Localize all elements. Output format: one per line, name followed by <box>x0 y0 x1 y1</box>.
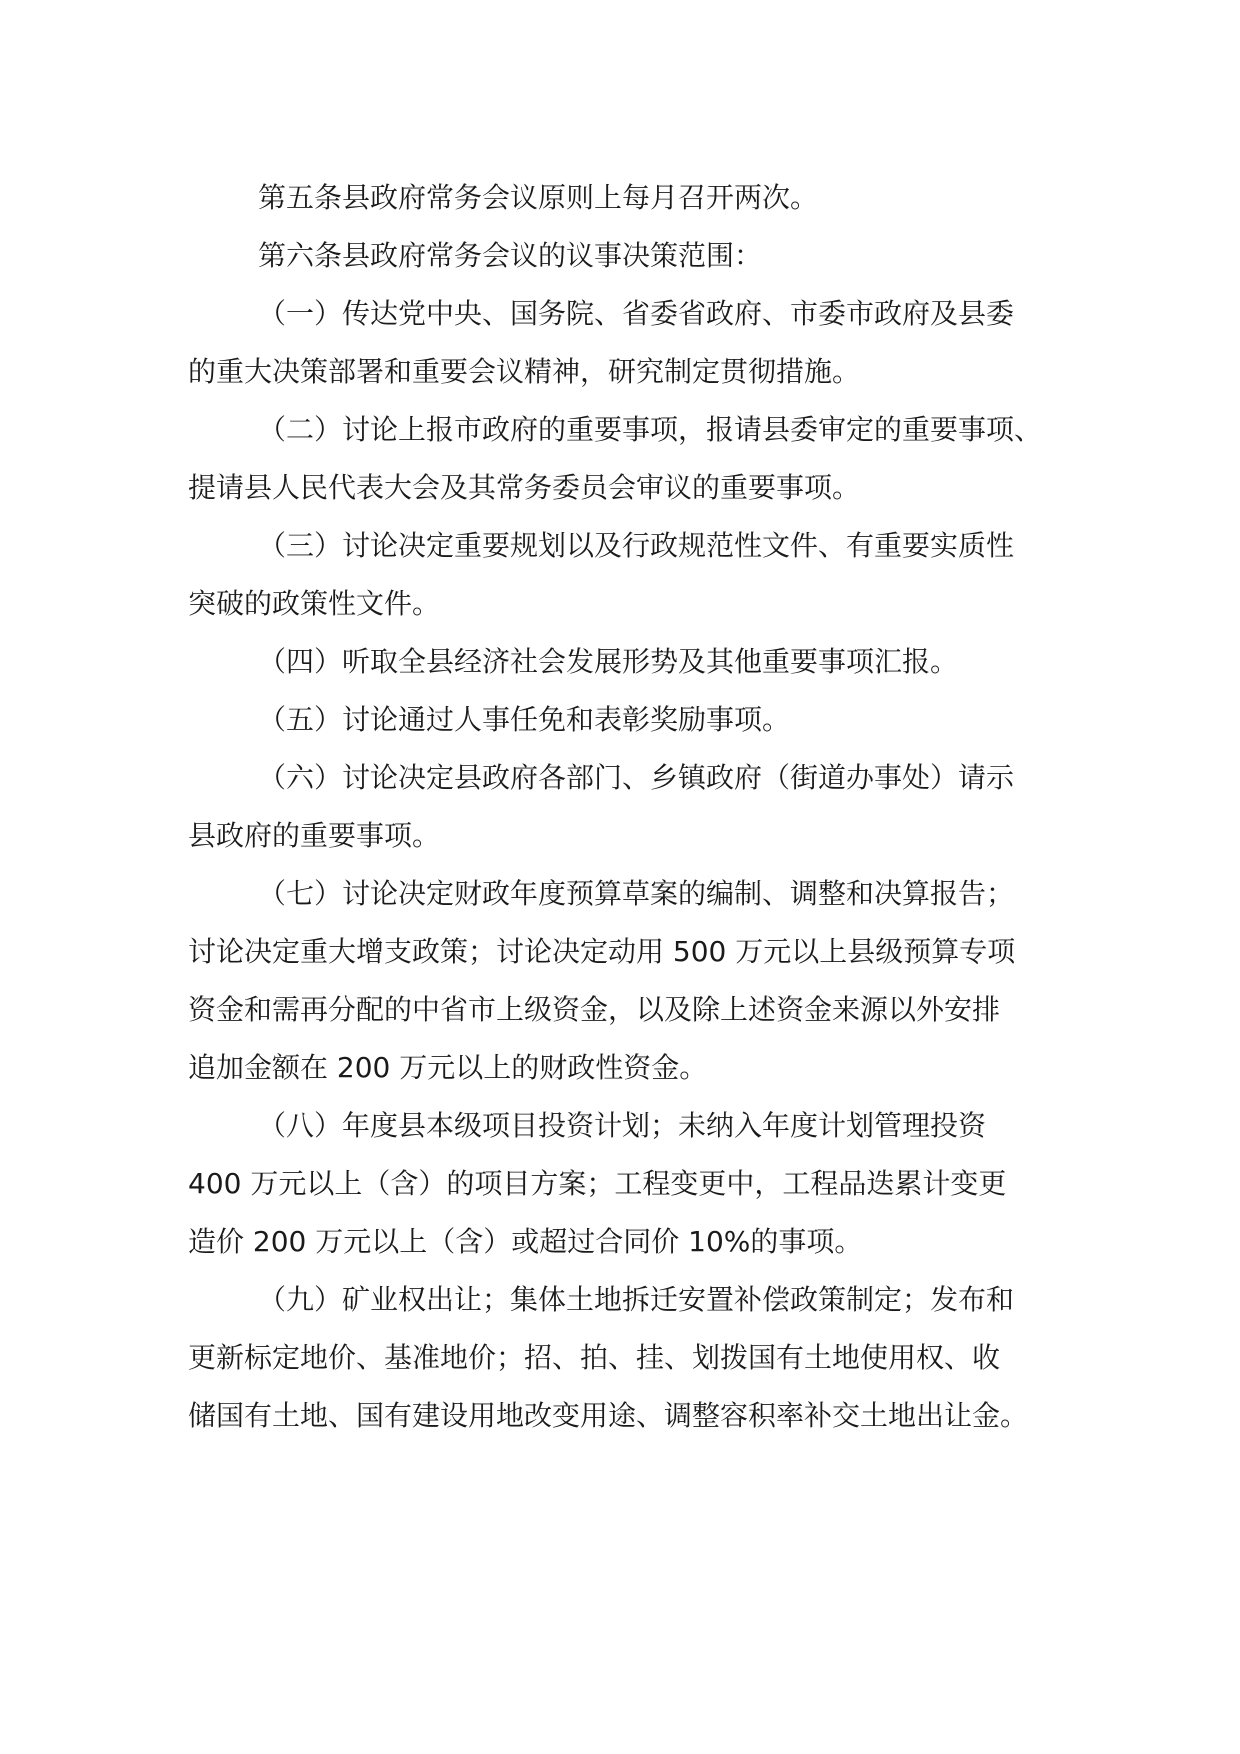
item-8-line-3: 造价 200 万元以上（含）或超过合同价 10%的事项。 <box>188 1225 863 1258</box>
item-1-line-2: 的重大决策部署和重要会议精神，研究制定贯彻措施。 <box>188 355 861 388</box>
item-8-line-1: （八）年度县本级项目投资计划；未纳入年度计划管理投资 <box>258 1109 987 1142</box>
item-8-line-2: 400 万元以上（含）的项目方案；工程变更中，工程品迭累计变更 <box>188 1167 1007 1200</box>
item-7-line-1: （七）讨论决定财政年度预算草案的编制、调整和决算报告； <box>258 877 1015 910</box>
item-6-line-1: （六）讨论决定县政府各部门、乡镇政府（街道办事处）请示 <box>258 761 1015 794</box>
item-2-line-1: （二）讨论上报市政府的重要事项，报请县委审定的重要事项、 <box>258 413 1043 446</box>
item-4-line: （四）听取全县经济社会发展形势及其他重要事项汇报。 <box>258 645 959 678</box>
item-7-line-3: 资金和需再分配的中省市上级资金，以及除上述资金来源以外安排 <box>188 993 1001 1026</box>
item-2-line-2: 提请县人民代表大会及其常务委员会审议的重要事项。 <box>188 471 861 504</box>
item-6-line-2: 县政府的重要事项。 <box>188 819 441 852</box>
item-7-line-4: 追加金额在 200 万元以上的财政性资金。 <box>188 1051 708 1084</box>
article-6-line: 第六条县政府常务会议的议事决策范围： <box>258 239 763 272</box>
item-3-line-2: 突破的政策性文件。 <box>188 587 441 620</box>
item-3-line-1: （三）讨论决定重要规划以及行政规范性文件、有重要实质性 <box>258 529 1015 562</box>
item-1-line-1: （一）传达党中央、国务院、省委省政府、市委市政府及县委 <box>258 297 1015 330</box>
item-9-line-1: （九）矿业权出让；集体土地拆迁安置补偿政策制定；发布和 <box>258 1283 1015 1316</box>
article-5-line: 第五条县政府常务会议原则上每月召开两次。 <box>258 181 819 214</box>
item-9-line-3: 储国有土地、国有建设用地改变用途、调整容积率补交土地出让金。 <box>188 1399 1029 1432</box>
item-5-line: （五）讨论通过人事任免和表彰奖励事项。 <box>258 703 791 736</box>
item-9-line-2: 更新标定地价、基准地价；招、拍、挂、划拨国有土地使用权、收 <box>188 1341 1001 1374</box>
item-7-line-2: 讨论决定重大增支政策；讨论决定动用 500 万元以上县级预算专项 <box>188 935 1016 968</box>
